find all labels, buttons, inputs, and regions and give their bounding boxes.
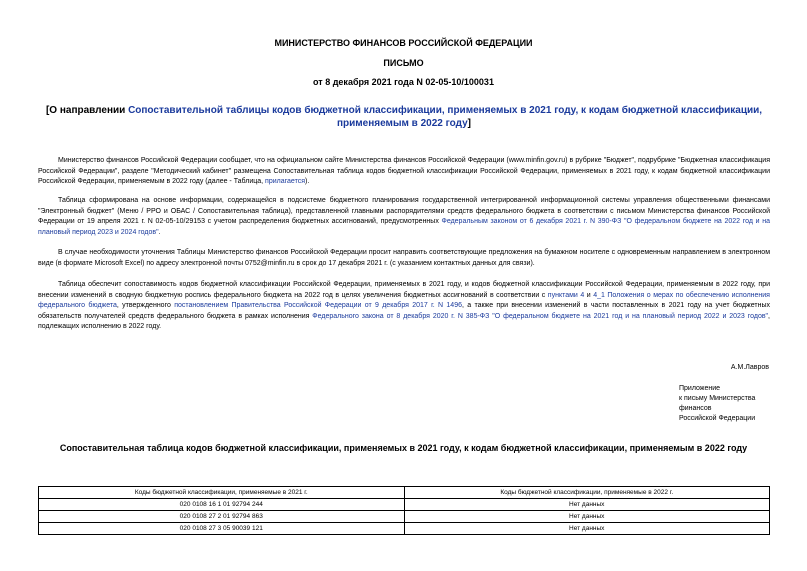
- government-decree-link[interactable]: постановлением Правительства Российской Федерации от 9 декабря 2017 г. N 1496: [174, 302, 462, 309]
- paragraph-4-end: , подлежащих исполнению в 2022 году.: [38, 312, 770, 330]
- paragraph-4-text: Таблица обеспечит сопоставимость кодов бюджетной классификации Российской Федерации, применяемых в 2021 году, и кодов бюджетной классификации Российской Федерации, применяемым в 2022 году, при внесении изменений в сводную бюджетную роспись федерального бюджета на 2022 год в целях увеличения бюджетных ассигнований в соответствии с: [38, 281, 770, 299]
- table-row: [39, 511, 770, 523]
- federal-law-390-link[interactable]: Федеральным законом от 6 декабря 2021 г. N 390-ФЗ "О федеральном бюджете на 2022 год и на плановый период 2023 и 2024 годов": [38, 218, 771, 236]
- paragraph-2-text: Таблица сформирована на основе информации, содержащейся в подсистеме бюджетного планирования государственной интегрированной информационной системы управления общественными финансами "Электронный бюджет" (Меню / РРО и ОБАС / Сопоставительная таблица), представленной главными распорядителями средств федерального бюджета в соответствии с письмом Министерства финансов Российской Федерации от 19 апреля 2021 г. N 02-05-10/29153 с учетом распределения бюджетных ассигнований, предусмотренных: [38, 197, 770, 225]
- comparison-table: [38, 486, 770, 535]
- code-2022-cell: Нет данных: [404, 511, 770, 523]
- paragraph-2-end: .: [158, 228, 161, 236]
- annex-note: [679, 384, 769, 424]
- code-2022-cell: Нет данных: [404, 523, 770, 535]
- point-4-1-link[interactable]: 4_1: [593, 291, 605, 299]
- subject-line: [38, 104, 770, 130]
- attachment-link[interactable]: прилагается: [265, 178, 305, 185]
- point-4-link[interactable]: пунктами 4: [547, 291, 585, 299]
- paragraph-4-and: и: [584, 291, 594, 299]
- doc-type-heading: ПИСЬМО: [383, 58, 424, 68]
- code-2021-cell: 020 0108 16 1 01 92794 244: [39, 499, 405, 511]
- paragraph-4: [38, 280, 770, 333]
- paragraph-1: [38, 156, 770, 188]
- signature: А.М.Лавров: [730, 364, 769, 371]
- code-2022-cell: Нет данных: [404, 499, 770, 511]
- subject-link[interactable]: Сопоставительной таблицы кодов бюджетной классификации, применяемых в 2021 году, к кодам бюджетной классификации, применяемым в 2022 году: [128, 105, 763, 129]
- regulation-link[interactable]: Положения о мерах по обеспечению исполнения федерального бюджета: [38, 291, 770, 309]
- ministry-heading: МИНИСТЕРСТВО ФИНАНСОВ РОССИЙСКОЙ ФЕДЕРАЦИИ: [274, 38, 533, 48]
- subject-open: [О направлении: [45, 105, 129, 116]
- paragraph-3: В случае необходимости уточнения Таблицы Министерство финансов Российской Федерации просит направить соответствующие предложения на бумажном носителе с одновременным направлением в электронном виде (в формате Microsoft Excel) по адресу электронной почты 0752@minfin.ru в срок до 17 декабря 2021 г. (с указанием контактных данных для связи).: [38, 249, 770, 267]
- table-header-row: [39, 487, 770, 499]
- subject-close: ]: [467, 118, 471, 129]
- code-2021-cell: 020 0108 27 2 01 92794 863: [39, 511, 405, 523]
- annex-line-3: Российской Федерации: [679, 415, 756, 422]
- annex-line-2: к письму Министерства финансов: [679, 395, 756, 412]
- paragraph-1-end: ).: [305, 178, 310, 185]
- table-title: Сопоставительная таблица кодов бюджетной классификации, применяемых в 2021 году, к кодам бюджетной классификации, применяемым в 2022 году: [59, 443, 748, 453]
- federal-law-385-link[interactable]: Федерального закона от 8 декабря 2020 г. N 385-ФЗ "О федеральном бюджете на 2021 год и на плановый период 2022 и 2023 годов": [312, 312, 769, 320]
- code-2021-cell: 020 0108 27 3 05 90039 121: [39, 523, 405, 535]
- column-header-2022: Коды бюджетной классификации, применяемые в 2022 г.: [404, 487, 770, 499]
- paragraph-4-mid: , утвержденного: [116, 302, 175, 309]
- annex-line-1: Приложение: [679, 385, 721, 392]
- paragraph-4-mid2: , а также при внесении изменений в части поставленных в 2021 году на учет бюджетных обязательств получателей средств федерального бюджета в рамках исполнения: [38, 302, 771, 320]
- date-number-heading: от 8 декабря 2021 года N 02-05-10/100031: [313, 77, 494, 87]
- table-row: [39, 523, 770, 535]
- table-row: [39, 499, 770, 511]
- column-header-2021: Коды бюджетной классификации, применяемые в 2021 г.: [39, 487, 405, 499]
- paragraph-2: [38, 196, 770, 238]
- paragraph-1-text: Министерство финансов Российской Федерации сообщает, что на официальном сайте Министерства финансов Российской Федерации (www.minfin.gov.ru) в рубрике "Бюджет", подрубрике "Бюджетная классификация Российской Федерации", разделе "Методический кабинет" размещена Сопоставительная таблица кодов бюджетной классификации Российской Федерации, применяемых в 2021 году, к кодам бюджетной классификации Российской Федерации, применяемым в 2022 году (далее - Таблица,: [38, 157, 770, 185]
